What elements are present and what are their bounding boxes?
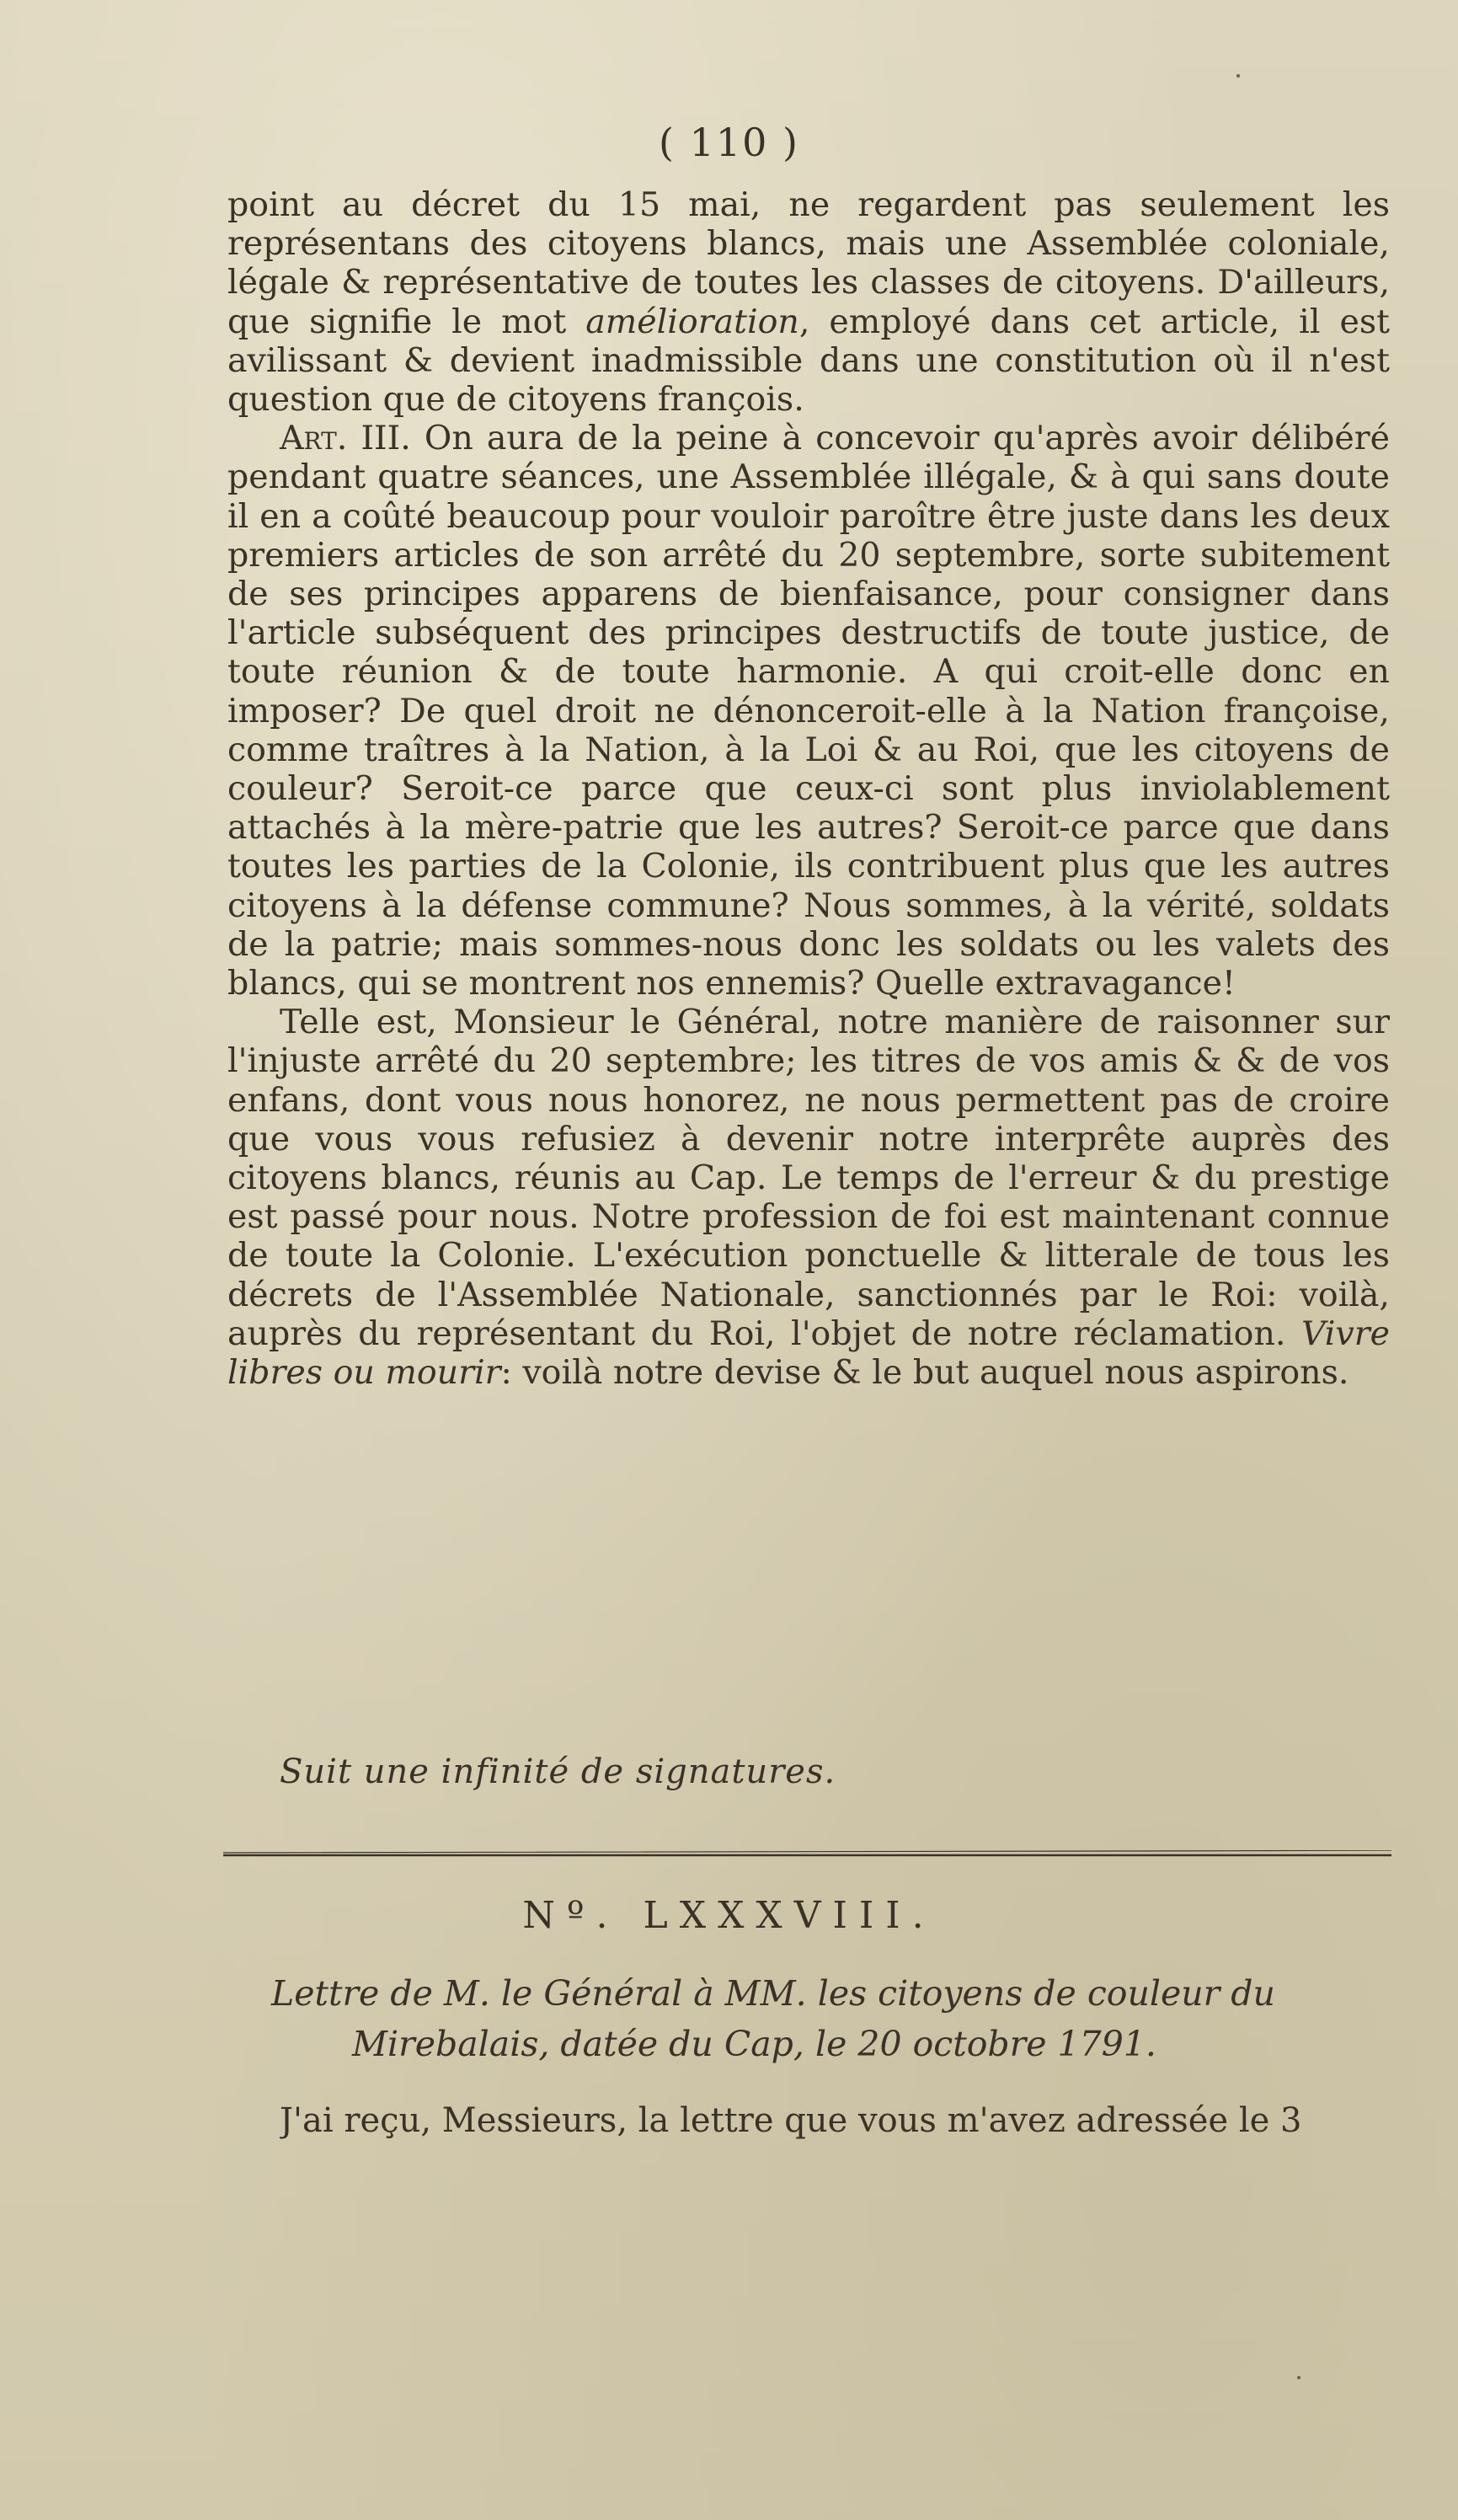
letter-opening: J'ai reçu, Messieurs, la lettre que vous m'avez adressée le 3 <box>280 2101 1302 2140</box>
heading-line-1: Lettre de M. le Général à MM. les citoyens de couleur du <box>271 1973 1275 2014</box>
document-number: Nº. LXXXVIII. <box>522 1894 936 1937</box>
ink-speck <box>1236 74 1240 78</box>
paragraph-text: Telle est, Monsieur le Général, notre manière de raisonner sur l'injuste arrêté du 20 septembre; les titres de vos amis & & de vos enfans, dont vous nous honorez, ne nous permettent pas de croire que vous vous refusiez à devenir notre interprête auprès des citoyens blancs, réunis au Cap. Le temps de l'erreur & du prestige est passé pour nous. Notre profession de foi est maintenant connue de toute la Colonie. L'exécution ponctuelle & litterale de tous les décrets de l'Assemblée Nationale, sanctionnés par le Roi: voilà, auprès du représentant du Roi, l'objet de notre réclamation. <box>227 1003 1390 1353</box>
page-number: ( 110 ) <box>659 120 799 165</box>
section-divider <box>223 1850 1391 1859</box>
body-text <box>227 185 1390 1392</box>
heading-line-2: Mirebalais, datée du Cap, le 20 octobre 1791. <box>352 2024 1156 2064</box>
divider-line-graphic <box>223 1850 1391 1859</box>
paragraph-text: point au décret du 15 mai, ne regardent pas seulement les représentans des citoyens blancs, mais une Assemblée coloniale, légale & représentative de toutes les classes de citoyens. D'ailleurs, que signifie le mot <box>227 185 1390 341</box>
document-heading <box>271 1968 1383 2069</box>
paragraph-article-3 <box>227 419 1390 1003</box>
ink-speck <box>1297 2376 1300 2379</box>
emphasized-word: amélioration <box>585 302 799 341</box>
motto: Vivre libres ou mourir <box>227 1314 1390 1393</box>
signatures-note: Suit une infinité de signatures. <box>280 1752 836 1791</box>
paragraph-text: , employé dans cet article, il est avilissant & devient inadmissible dans une constitution où il n'est question que de citoyens françois. <box>227 302 1390 420</box>
paragraph-closing <box>227 1003 1390 1392</box>
paragraph-continuation <box>227 185 1390 419</box>
paragraph-text: : voilà notre devise & le but auquel nous aspirons. <box>500 1353 1349 1393</box>
paragraph-text: On aura de la peine à concevoir qu'après avoir délibéré pendant quatre séances, une Assemblée illégale, & à qui sans doute il en a coûté beaucoup pour vouloir paroître être juste dans les deux premiers articles de son arrêté du 20 septembre, sorte subitement de ses principes apparens de bienfaisance, pour consigner dans l'article subséquent des principes destructifs de toute justice, de toute réunion & de toute harmonie. A qui croit-elle donc en imposer? De quel droit ne dénonceroit-elle à la Nation françoise, comme traîtres à la Nation, à la Loi & au Roi, que les citoyens de couleur? Seroit-ce parce que ceux-ci sont plus inviolablement attachés à la mère-patrie que les autres? Seroit-ce parce que dans toutes les parties de la Colonie, ils contribuent plus que les autres citoyens à la défense commune? Nous sommes, à la vérité, soldats de la patrie; mais sommes-nous donc les soldats ou les valets des blancs, qui se montrent nos ennemis? Quelle extravagance! <box>227 419 1390 1003</box>
article-label: Art. III. <box>280 419 411 458</box>
